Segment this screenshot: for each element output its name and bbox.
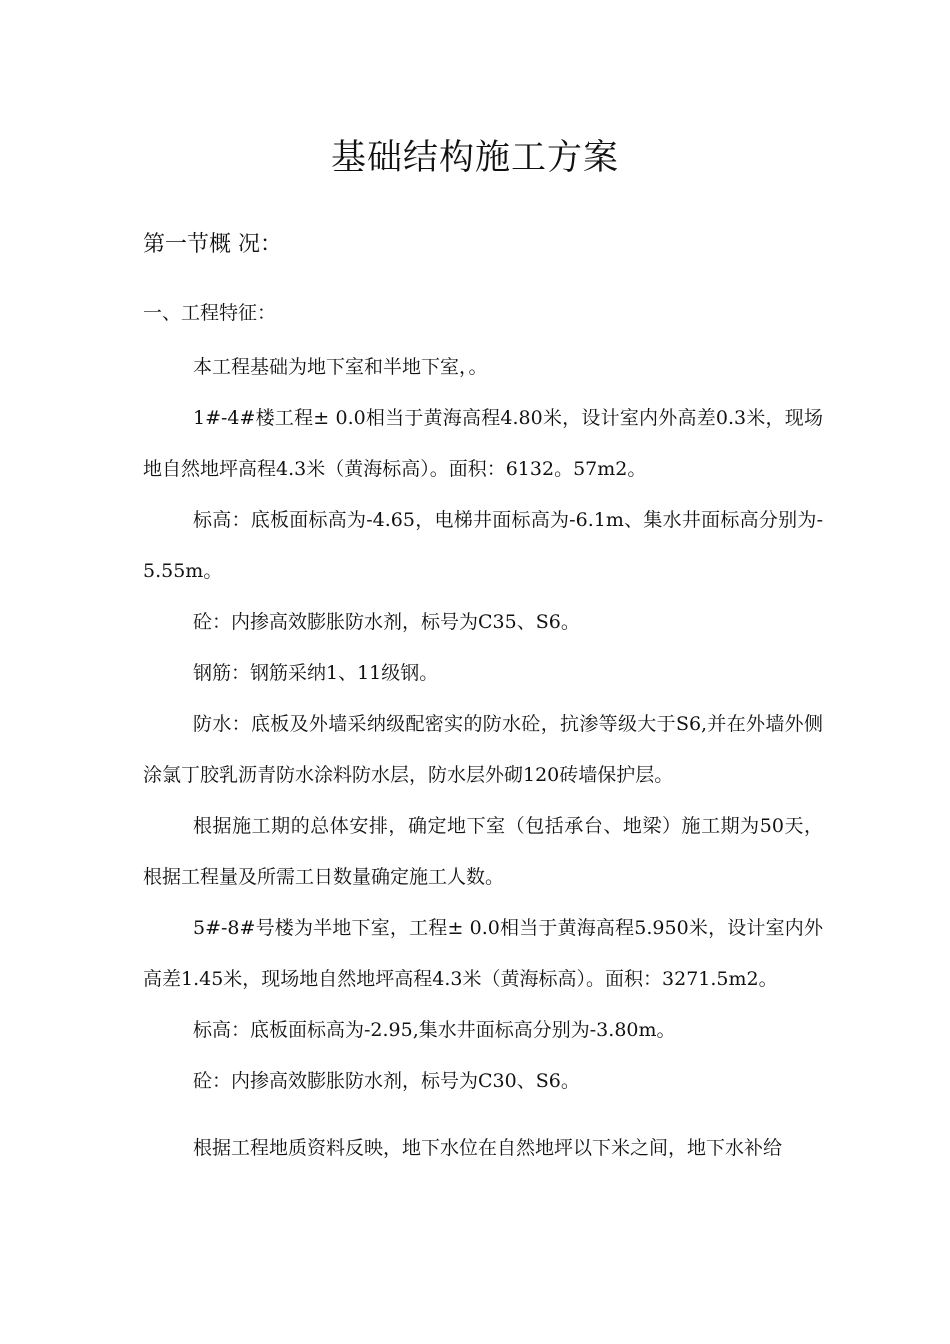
paragraph-building-5-8-concrete: 砼：内掺高效膨胀防水剂，标号为C30、S6。: [193, 1070, 580, 1092]
paragraph-groundwater: 根据工程地质资料反映，地下水位在自然地坪以下米之间，地下水补给: [193, 1137, 783, 1159]
document-body: [143, 342, 823, 1174]
paragraph-waterproofing: 防水：底板及外墙采纳级配密实的防水砼，抗渗等级大于S6,并在外墙外侧涂氯丁胶乳沥青防水涂料防水层，防水层外砌120砖墙保护层。: [143, 713, 823, 786]
paragraph-rebar: 钢筋：钢筋采纳1、11级钢。: [193, 662, 439, 684]
paragraph-schedule: 根据施工期的总体安排，确定地下室（包括承台、地梁）施工期为50天，根据工程量及所需工日数量确定施工人数。: [143, 815, 823, 888]
paragraph-building-1-4-concrete: 砼：内掺高效膨胀防水剂，标号为C35、S6。: [193, 611, 580, 633]
paragraph-building-1-4-elevation: 1#-4#楼工程± 0.0相当于黄海高程4.80米，设计室内外高差0.3米，现场地自然地坪高程4.3米（黄海标高）。面积：6132。57m2。: [143, 407, 823, 480]
document-title: 基础结构施工方案: [330, 138, 619, 178]
section-heading: 第一节概 况：: [143, 232, 282, 257]
paragraph-building-1-4-levels: 标高：底板面标高为-4.65，电梯井面标高为-6.1m、集水井面标高分别为-5.55m。: [143, 509, 823, 582]
paragraph-building-5-8-elevation: 5#-8#号楼为半地下室，工程± 0.0相当于黄海高程5.950米，设计室内外高差1.45米，现场地自然地坪高程4.3米（黄海标高）。面积：3271.5m2。: [143, 917, 823, 990]
subsection-heading: 一、工程特征：: [143, 302, 277, 324]
paragraph-building-5-8-levels: 标高：底板面标高为-2.95,集水井面标高分别为-3.80m。: [193, 1019, 676, 1041]
paragraph-foundation-type: 本工程基础为地下室和半地下室，。: [193, 356, 488, 378]
